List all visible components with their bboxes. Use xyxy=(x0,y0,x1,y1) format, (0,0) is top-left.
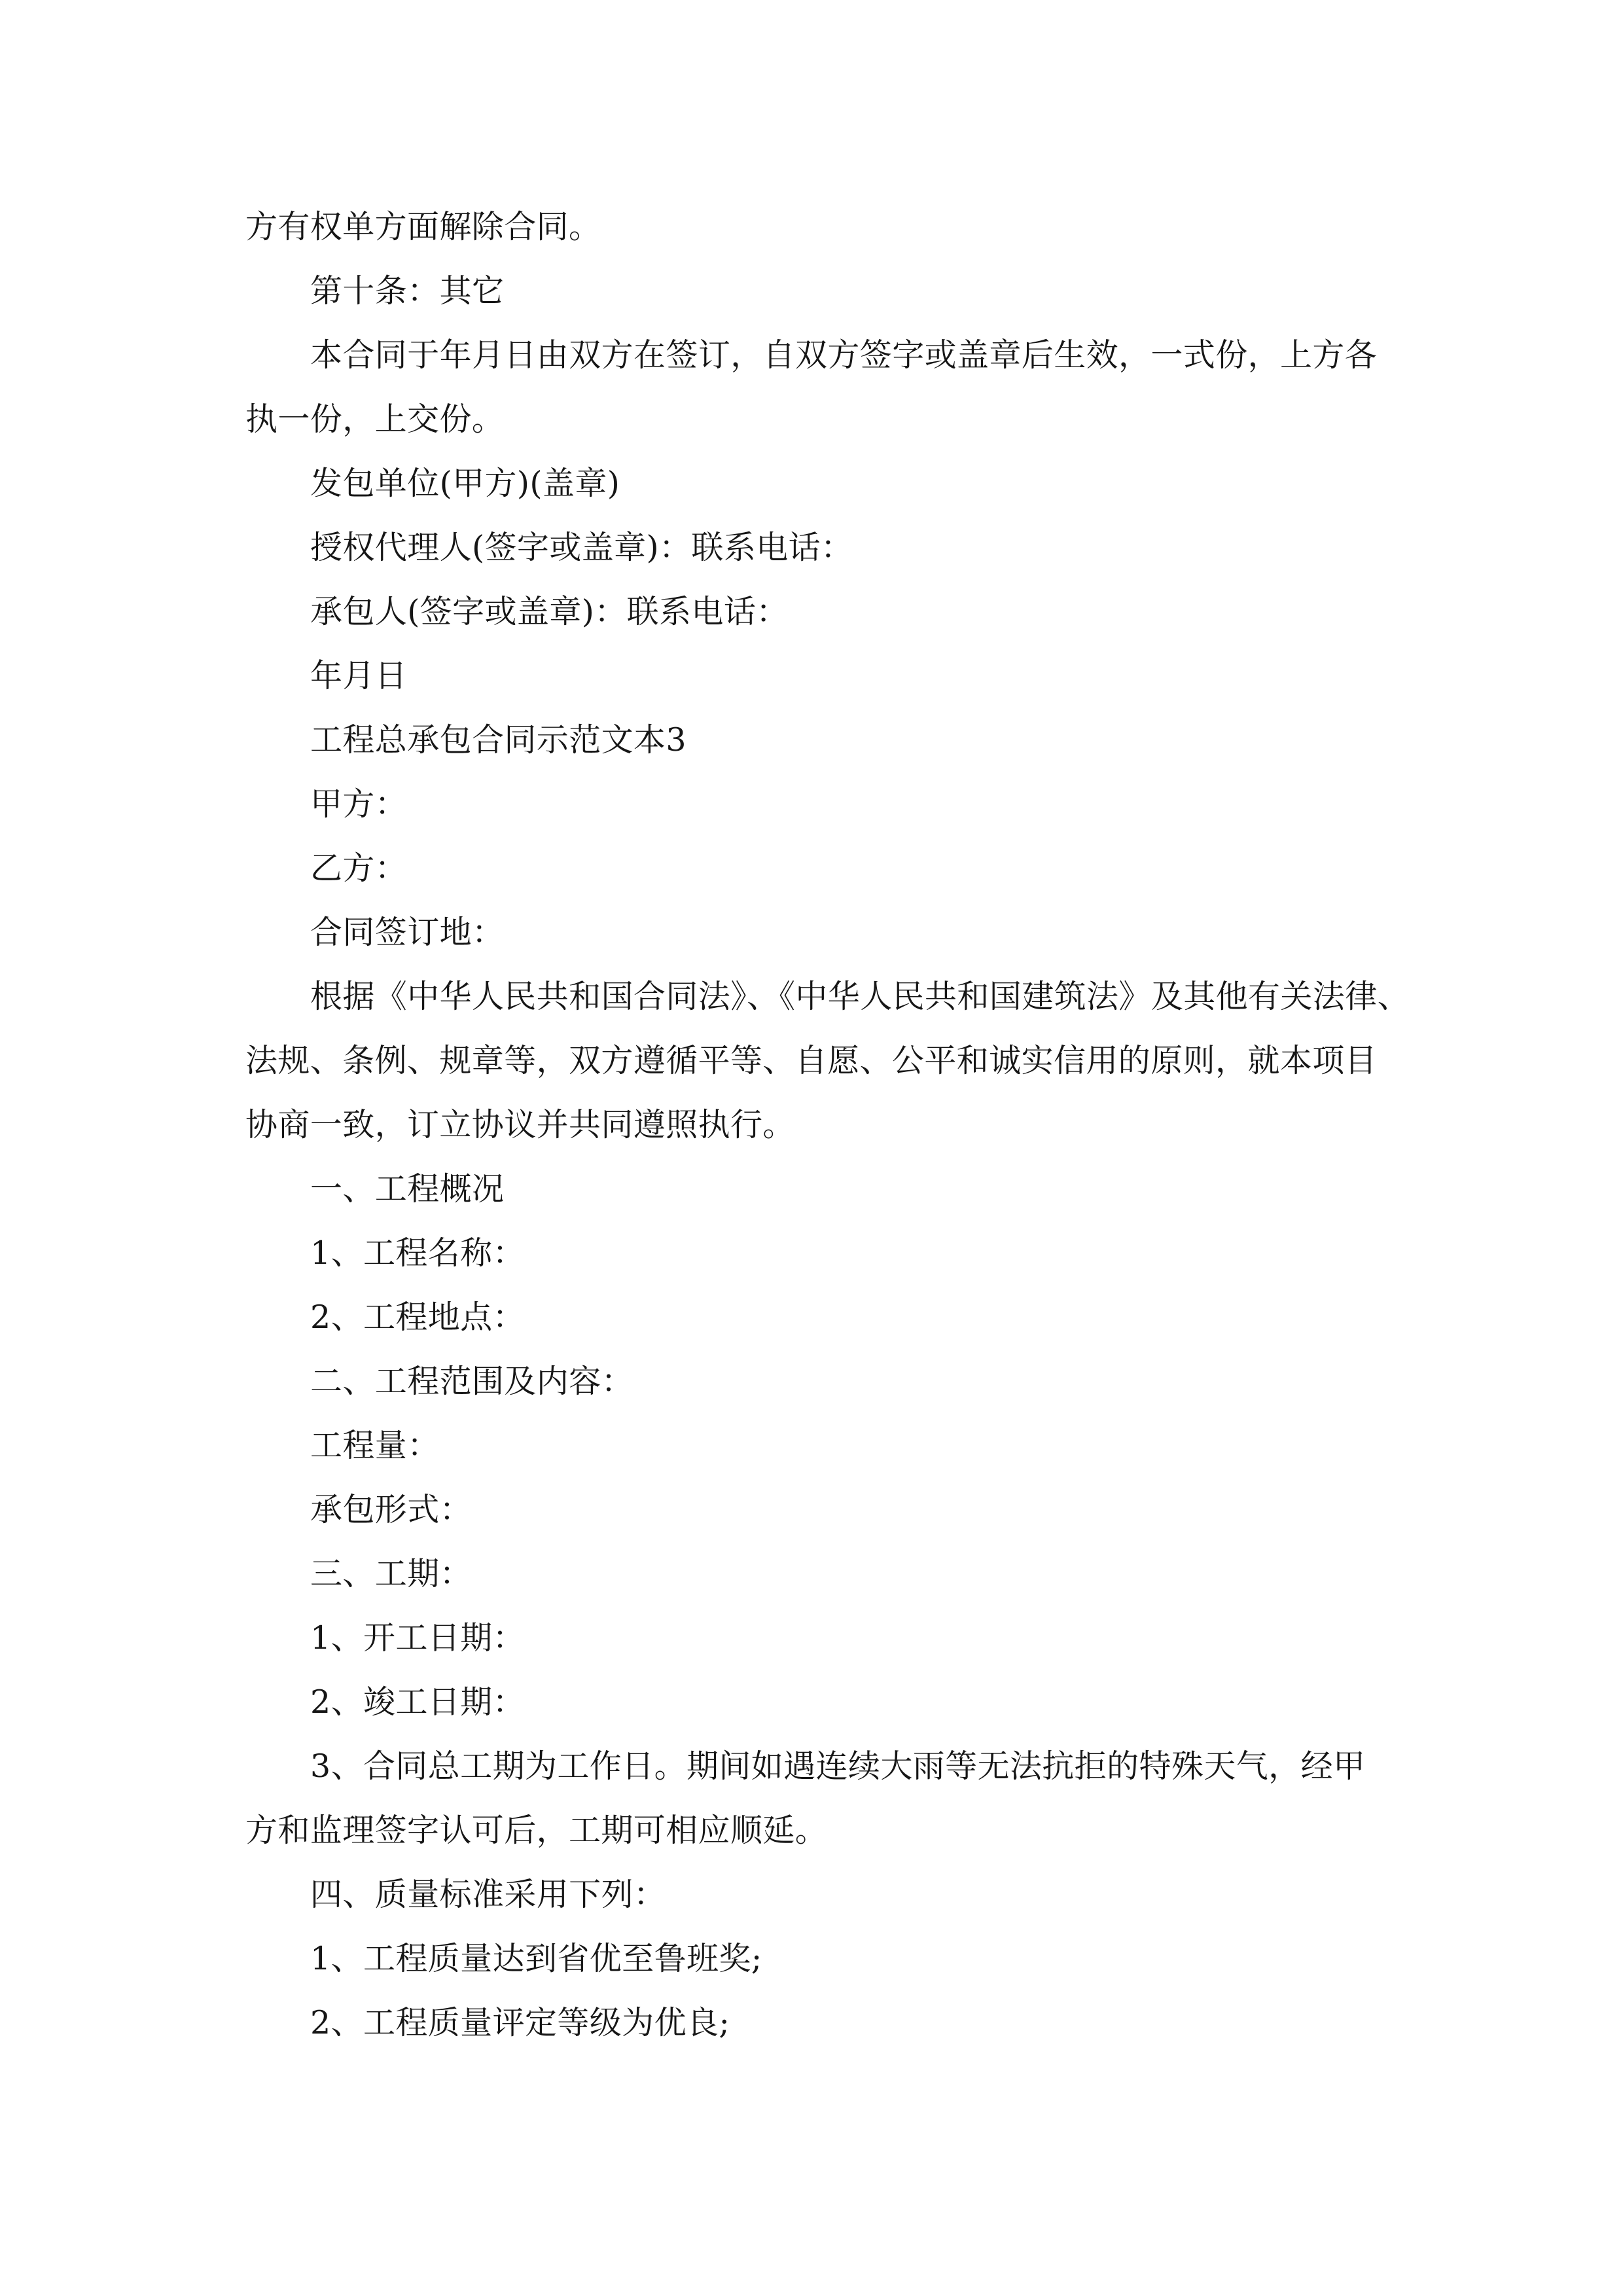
text-line: 年月日 xyxy=(310,657,408,694)
text-line: 乙方： xyxy=(310,850,408,887)
text-line: 工程量： xyxy=(310,1427,440,1464)
text-line: 1、工程质量达到省优至鲁班奖; xyxy=(310,1940,762,1977)
text-line: 方和监理签字认可后，工期可相应顺延。 xyxy=(245,1812,828,1849)
text-line: 三、工期： xyxy=(310,1555,473,1592)
text-line: 承包形式： xyxy=(310,1491,473,1528)
text-line: 承包人(签字或盖章)：联系电话： xyxy=(310,593,789,630)
text-line: 2、竣工日期： xyxy=(310,1683,525,1721)
text-line: 甲方： xyxy=(310,785,408,823)
text-line: 四、质量标准采用下列： xyxy=(310,1876,666,1913)
text-line: 第十条：其它 xyxy=(310,272,505,310)
text-line: 1、工程名称： xyxy=(310,1234,525,1272)
text-line: 法规、条例、规章等，双方遵循平等、自愿、公平和诚实信用的原则，就本项目 xyxy=(245,1042,1378,1079)
text-line: 2、工程质量评定等级为优良; xyxy=(310,2004,730,2041)
text-line: 本合同于年月日由双方在签订，自双方签字或盖章后生效，一式份，上方各 xyxy=(310,336,1378,374)
text-line: 执一份，上交份。 xyxy=(245,401,505,438)
text-line: 协商一致，订立协议并共同遵照执行。 xyxy=(245,1106,795,1143)
text-line: 二、工程范围及内容： xyxy=(310,1363,634,1400)
text-line: 合同签订地： xyxy=(310,914,505,951)
text-line: 3、合同总工期为工作日。期间如遇连续大雨等无法抗拒的特殊天气，经甲 xyxy=(310,1748,1366,1785)
text-line: 工程总承包合同示范文本3 xyxy=(310,721,687,759)
text-line: 方有权单方面解除合同。 xyxy=(245,208,601,245)
text-line: 1、开工日期： xyxy=(310,1619,525,1657)
text-line: 2、工程地点： xyxy=(310,1299,525,1336)
text-line: 发包单位(甲方)(盖章) xyxy=(310,465,620,502)
text-line: 授权代理人(签字或盖章)：联系电话： xyxy=(310,529,853,566)
text-line: 根据《中华人民共和国合同法》、《中华人民共和国建筑法》及其他有关法律、 xyxy=(310,978,1410,1015)
text-line: 一、工程概况 xyxy=(310,1170,505,1208)
